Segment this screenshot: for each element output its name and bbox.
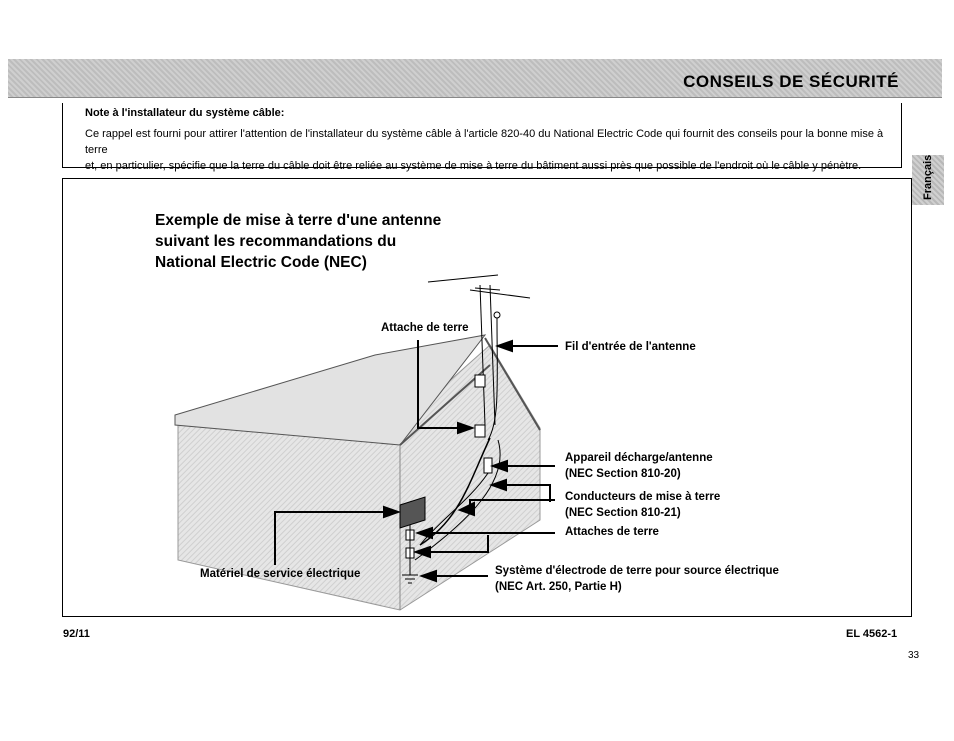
label-service-equipment: Matériel de service électrique	[200, 568, 361, 580]
label-electrode-system	[495, 563, 779, 595]
label-lead-in-wire: Fil d'entrée de l'antenne	[565, 341, 696, 353]
language-tab-label: Français	[922, 154, 934, 200]
ground-clamp-mast	[475, 425, 485, 437]
discharge-unit	[484, 458, 492, 473]
footer-code: EL 4562-1	[846, 628, 898, 640]
label-ground-clamp: Attache de terre	[381, 322, 469, 334]
page-title: CONSEILS DE SÉCURITÉ	[683, 72, 899, 91]
label-discharge-unit	[565, 450, 713, 482]
label-ground-clamps: Attaches de terre	[565, 526, 659, 538]
note-title: Note à l'installateur du système câble:	[85, 107, 285, 119]
figure-title-line-2: suivant les recommandations du	[155, 233, 397, 250]
electrode-system-ref: (NEC Art. 250, Partie H)	[495, 581, 622, 593]
mast-clamp	[475, 375, 485, 387]
discharge-unit-text: Appareil décharge/antenne	[565, 452, 713, 464]
grounding-conductors-ref: (NEC Section 810-21)	[565, 507, 681, 519]
figure-title-line-3: National Electric Code (NEC)	[155, 254, 367, 271]
note-line-1: Ce rappel est fourni pour attirer l'attention de l'installateur du système câble à l'article 820-40 du National Electric Code qui fournit des conseils pour la bonne mise à terre	[85, 128, 884, 156]
discharge-unit-ref: (NEC Section 810-20)	[565, 468, 681, 480]
figure-title-line-1: Exemple de mise à terre d'une antenne	[155, 212, 442, 229]
grounding-conductors-text: Conducteurs de mise à terre	[565, 491, 721, 503]
label-grounding-conductors	[565, 489, 720, 521]
note-line-2: et, en particulier, spécifie que la terre du câble doit être reliée au système de mise à terre du bâtiment aussi près que possible de l'endroit où le câble y pénètre.	[85, 160, 862, 172]
page-number: 33	[908, 650, 920, 661]
electrode-system-text: Système d'électrode de terre pour source électrique	[495, 565, 779, 577]
footer-date: 92/11	[63, 628, 90, 640]
